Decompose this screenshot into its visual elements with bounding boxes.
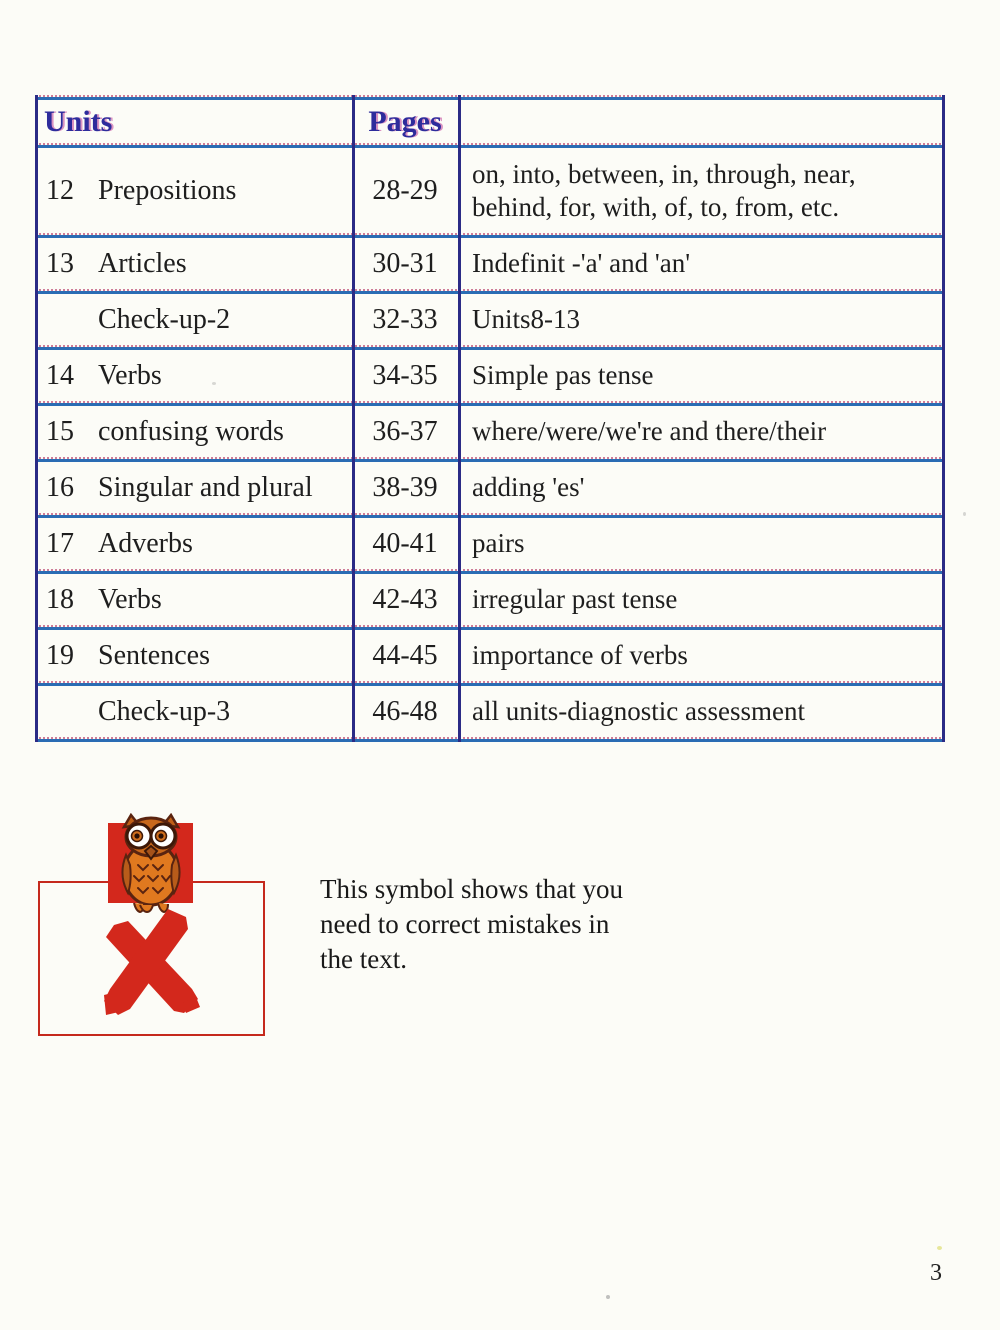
red-cross-icon (90, 903, 206, 1023)
unit-description: all units-diagnostic assessment (472, 696, 805, 726)
legend-text (320, 872, 700, 977)
unit-pages: 30-31 (372, 247, 438, 279)
unit-title: Articles (98, 247, 187, 279)
unit-title: Sentences (98, 639, 210, 671)
unit-pages: 36-37 (372, 415, 438, 447)
table-border-bottom (35, 737, 945, 742)
unit-number: 14 (46, 359, 74, 391)
unit-title: Check-up-2 (98, 303, 231, 335)
legend-line: the text. (320, 944, 407, 974)
unit-number: 12 (46, 174, 74, 206)
units-column-header: Units (44, 104, 113, 138)
table-row (35, 686, 945, 737)
page-number: 3 (930, 1260, 942, 1286)
column-divider-units-pages (352, 95, 355, 742)
owl-icon (110, 813, 192, 915)
unit-pages: 28-29 (372, 174, 438, 206)
unit-description: importance of verbs (472, 640, 688, 670)
unit-pages: 40-41 (372, 527, 438, 559)
unit-title: Verbs (98, 583, 162, 615)
description-column-header (458, 100, 945, 143)
unit-title: Prepositions (98, 174, 237, 206)
scan-speck (212, 382, 216, 385)
legend-line: need to correct mistakes in (320, 909, 610, 939)
scan-speck (606, 1295, 610, 1299)
table-border-right (942, 95, 945, 742)
table-row (35, 630, 945, 681)
unit-title: Verbs (98, 359, 162, 391)
column-divider-pages-description (458, 95, 461, 742)
unit-description: where/were/we're and there/their (472, 416, 827, 446)
unit-description: Simple pas tense (472, 360, 654, 390)
unit-title: Singular and plural (98, 471, 313, 503)
unit-description: irregular past tense (472, 584, 678, 614)
unit-number: 13 (46, 247, 74, 279)
unit-pages: 46-48 (372, 695, 438, 727)
unit-pages: 34-35 (372, 359, 438, 391)
scan-speck (937, 1246, 942, 1250)
table-border-left (35, 95, 38, 742)
table-row (35, 518, 945, 569)
unit-description: Units8-13 (472, 304, 580, 334)
table-row (35, 294, 945, 345)
unit-description: Indefinit -'a' and 'an' (472, 248, 691, 278)
unit-number: 19 (46, 639, 74, 671)
unit-description: pairs (472, 528, 525, 558)
unit-number: 15 (46, 415, 74, 447)
legend-line: This symbol shows that you (320, 874, 624, 904)
contents-table (35, 95, 945, 742)
table-row (35, 238, 945, 289)
table-row (35, 406, 945, 457)
unit-number: 16 (46, 471, 74, 503)
unit-number: 17 (46, 527, 74, 559)
unit-pages: 38-39 (372, 471, 438, 503)
table-row (35, 350, 945, 401)
pages-column-header: Pages (368, 104, 442, 138)
unit-title: Check-up-3 (98, 695, 231, 727)
table-row (35, 462, 945, 513)
unit-title: Adverbs (98, 527, 193, 559)
table-row (35, 574, 945, 625)
table-row (35, 148, 945, 233)
scan-speck (963, 512, 966, 516)
unit-pages: 32-33 (372, 303, 438, 335)
unit-description: on, into, between, in, through, near, behind, for, with, of, to, from, etc. (472, 158, 856, 222)
unit-pages: 44-45 (372, 639, 438, 671)
table-header-row (35, 100, 945, 143)
unit-number: 18 (46, 583, 74, 615)
unit-pages: 42-43 (372, 583, 438, 615)
unit-description: adding 'es' (472, 472, 585, 502)
unit-title: confusing words (98, 415, 284, 447)
